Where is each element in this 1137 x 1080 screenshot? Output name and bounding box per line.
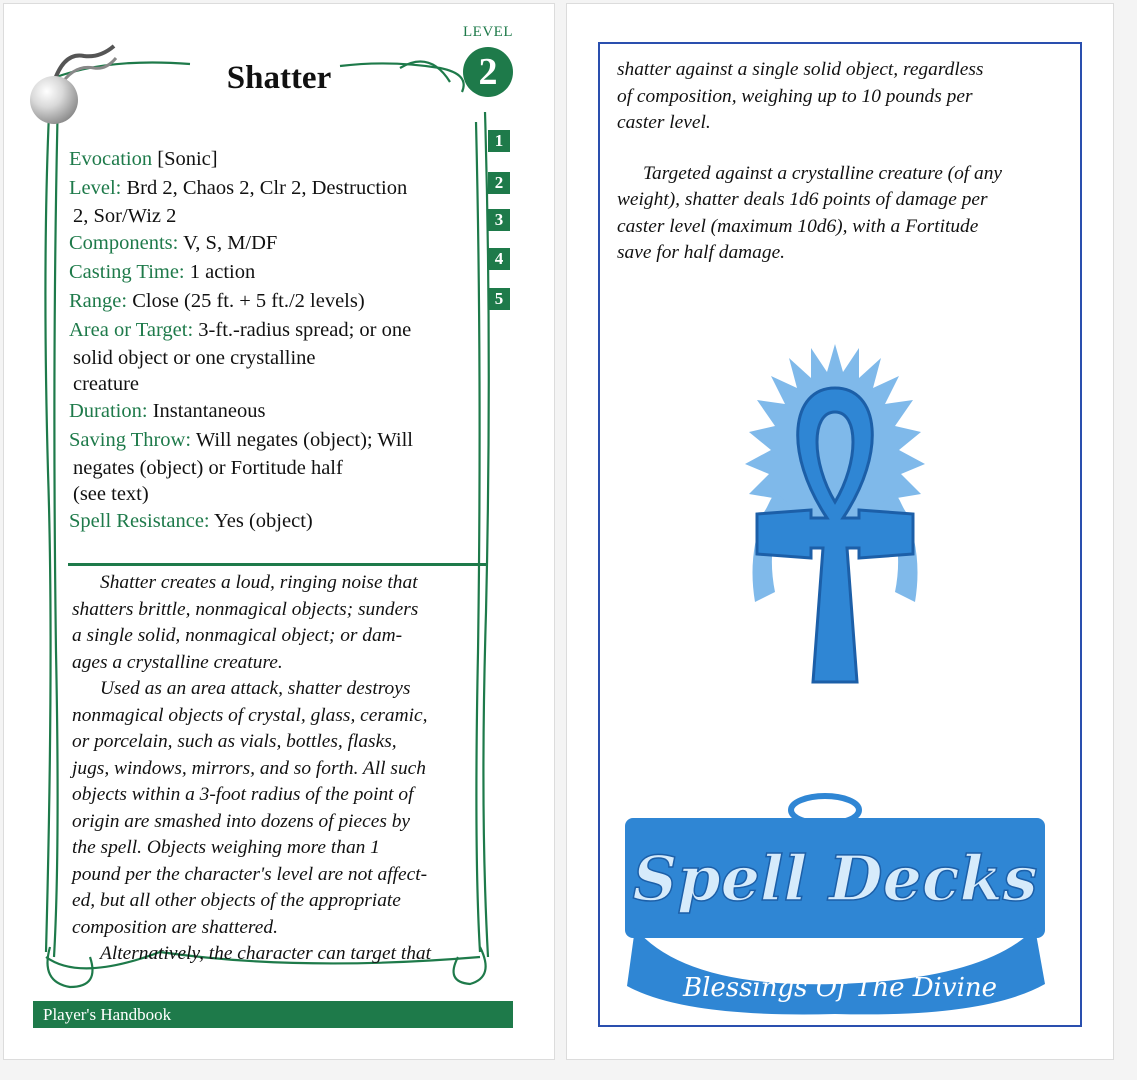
text-line: save for half damage. <box>617 242 786 263</box>
stat-label: Saving Throw <box>69 429 186 451</box>
stat-school <box>69 145 484 174</box>
stat-label: Evocation <box>69 148 153 170</box>
text-line: shatter against a single solid object, regardless <box>617 59 984 80</box>
stat-value: Brd 2, Chaos 2, Clr 2, Destruction <box>126 177 408 199</box>
logo-subtitle: Blessings Of The Divine <box>682 973 998 1003</box>
level-box-1: 1 <box>488 130 510 152</box>
stat-separator: : <box>121 290 128 312</box>
stat-value: 3-ft.-radius spread; or one <box>198 319 412 341</box>
desc-line: objects within a 3-foot radius of the point of <box>72 784 414 805</box>
stat-label: Components <box>69 232 173 254</box>
level-box-3: 3 <box>488 209 510 231</box>
desc-line: origin are smashed into dozens of pieces by <box>72 810 411 832</box>
spell-description <box>72 570 492 968</box>
stat-spell-resistance <box>69 507 484 536</box>
spell-stats <box>69 145 484 536</box>
description-paragraph-3 <box>72 941 492 968</box>
desc-line: Used as an area attack, shatter destroys <box>100 678 411 699</box>
level-word: LEVEL <box>463 24 513 40</box>
stat-label: Range <box>69 290 122 312</box>
description-paragraph-1 <box>72 570 492 676</box>
text-line: Targeted against a crystalline creature (of any <box>643 162 1003 184</box>
level-box-4: 4 <box>488 248 510 270</box>
text-line: caster level (maximum 10d6), with a Fortitude <box>617 215 979 237</box>
source-footer: Player's Handbook <box>33 1001 513 1028</box>
stat-duration <box>69 397 484 426</box>
text-line: of composition, weighing up to 10 pounds per <box>617 85 973 107</box>
stat-value-continued: creature <box>73 373 139 395</box>
desc-line: composition are shattered. <box>72 916 278 938</box>
stat-components <box>69 229 484 258</box>
silver-orb-icon <box>30 76 78 124</box>
continued-paragraph-2 <box>617 161 1067 267</box>
desc-line: the spell. Objects weighing more than 1 <box>72 837 380 858</box>
stat-label: Casting Time: <box>69 261 185 283</box>
stat-label: Level <box>69 177 116 199</box>
stat-label: Duration: <box>69 400 148 422</box>
desc-line: a single solid, nonmagical object; or dam- <box>72 625 403 646</box>
continued-paragraph-1 <box>617 57 1067 137</box>
stat-value-continued: 2, Sor/Wiz 2 <box>73 205 177 227</box>
desc-line: Alternatively, the character can target that <box>100 943 431 964</box>
desc-line: pound per the character's level are not affect- <box>72 863 428 885</box>
stat-value-continued: negates (object) or Fortitude half <box>73 457 343 479</box>
desc-line: ages a crystalline creature. <box>72 651 283 673</box>
stat-value: [Sonic] <box>157 148 218 170</box>
stat-value: V, S, M/DF <box>183 232 278 254</box>
stat-range <box>69 287 484 316</box>
spell-title: Shatter <box>226 60 332 96</box>
stat-level <box>69 174 484 229</box>
stat-label: Spell Resistance: <box>69 510 210 532</box>
stat-value-continued: (see text) <box>73 483 149 505</box>
level-box-5: 5 <box>488 288 510 310</box>
desc-line: or porcelain, such as vials, bottles, flasks, <box>72 731 397 752</box>
desc-line: jugs, windows, mirrors, and so forth. All such <box>72 757 426 779</box>
desc-line: nonmagical objects of crystal, glass, ceramic, <box>72 704 428 726</box>
stat-area <box>69 316 484 397</box>
stat-separator: : <box>185 429 192 451</box>
spell-decks-logo <box>625 788 1055 1018</box>
stat-separator: : <box>172 232 179 254</box>
stat-value-continued: solid object or one crystalline <box>73 347 316 369</box>
spell-card-front <box>4 4 554 1059</box>
spell-card-back <box>567 4 1113 1059</box>
continued-text <box>617 57 1067 291</box>
desc-line: shatters brittle, nonmagical objects; sunders <box>72 598 419 620</box>
logo-title: Spell Decks <box>632 842 1038 915</box>
stat-value: Instantaneous <box>152 400 266 422</box>
stat-value: 1 action <box>189 261 256 283</box>
stat-saving-throw <box>69 426 484 507</box>
divider-rule <box>68 563 488 566</box>
stat-casting-time <box>69 258 484 287</box>
desc-line: Shatter creates a loud, ringing noise that <box>100 572 418 593</box>
stat-value: Close (25 ft. + 5 ft./2 levels) <box>132 290 365 312</box>
ankh-icon <box>735 342 935 702</box>
level-badge: 2 <box>463 47 513 97</box>
text-line: weight), shatter deals 1d6 points of damage per <box>617 189 988 210</box>
stat-separator: : <box>115 177 122 199</box>
description-paragraph-2 <box>72 676 492 941</box>
stat-value: Yes (object) <box>214 510 313 532</box>
level-box-2: 2 <box>488 172 510 194</box>
text-line: caster level. <box>617 112 711 133</box>
desc-line: ed, but all other objects of the appropriate <box>72 890 401 911</box>
stat-value: Will negates (object); Will <box>195 429 413 451</box>
stat-label: Area or Target: <box>69 319 194 341</box>
